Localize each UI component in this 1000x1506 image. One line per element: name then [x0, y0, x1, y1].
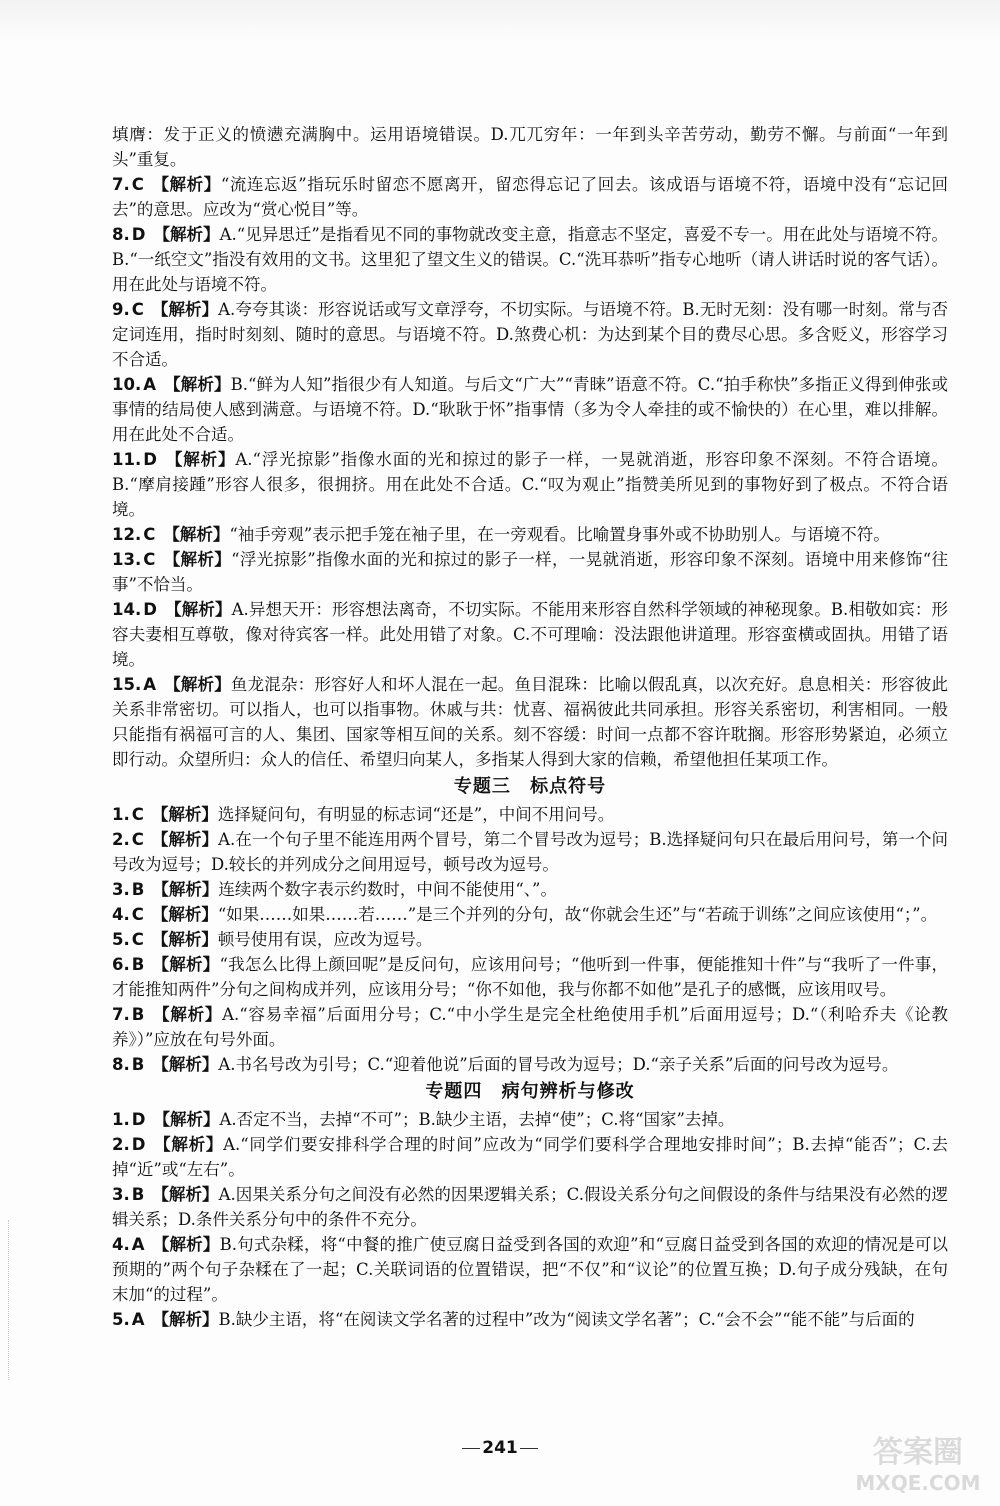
item-text: “我怎么比得上颜回呢”是反问句，应该用问号；“他听到一件事，便能推知十件”与“我听了一件事，才能推知两件”分句之间构成并列，应该用分号；“你不如他，我与你都不如他”是孔子的感慨，应该用叹号。: [112, 955, 948, 999]
item-analysis-tag: 【解析】: [151, 175, 221, 194]
item-answer: A: [143, 375, 157, 394]
item-answer: B: [131, 880, 145, 899]
item-answer: C: [131, 830, 144, 849]
item-answer: C: [131, 930, 144, 949]
item-number: 5.: [112, 1310, 130, 1329]
item-analysis-tag: 【解析】: [164, 375, 231, 394]
answer-item: [112, 222, 948, 297]
answer-item: [112, 952, 948, 1002]
item-number: 9.: [112, 300, 130, 319]
item-answer: B: [131, 1005, 145, 1024]
item-text: A.因果关系分句之间没有必然的因果逻辑关系；C.假设关系分句之间假设的条件与结果没有必然的逻辑关系；D.条件关系分句中的条件不充分。: [112, 1185, 949, 1229]
item-number: 4.: [112, 905, 130, 924]
answer-item: [112, 1307, 948, 1332]
idiom-answers: [112, 172, 948, 772]
item-analysis-tag: 【解析】: [164, 675, 231, 694]
item-answer: D: [143, 450, 157, 469]
answer-item: [112, 827, 948, 877]
item-analysis-tag: 【解析】: [151, 905, 218, 924]
item-number: 1.: [112, 1110, 130, 1129]
item-answer: D: [131, 225, 146, 244]
item-analysis-tag: 【解析】: [151, 300, 219, 319]
answer-item: [112, 547, 948, 597]
item-text: B.缺少主语，将“在阅读文学名著的过程中”改为“阅读文学名著”；C.“会不会”“能不能”与后面的: [218, 1310, 915, 1329]
answer-item: [112, 522, 948, 547]
item-text: A.否定不当，去掉“不可”；B.缺少主语，去掉“使”；C.将“国家”去掉。: [219, 1110, 735, 1129]
item-text: 选择疑问句，有明显的标志词“还是”，中间不用问号。: [217, 805, 615, 824]
item-analysis-tag: 【解析】: [151, 830, 219, 849]
answer-item: [112, 927, 948, 952]
section-label: 专题三: [453, 776, 511, 797]
item-answer: C: [143, 525, 156, 544]
item-answer: C: [131, 300, 144, 319]
item-text: A.“容易幸福”后面用分号；C.“中小学生是完全杜绝使用手机”后面用逗号；D.“（利哈乔夫《论教养》）”应放在句号外面。: [112, 1005, 948, 1049]
scan-shade: [0, 0, 1000, 40]
item-analysis-tag: 【解析】: [153, 1110, 220, 1129]
item-number: 14.: [112, 600, 142, 619]
item-number: 6.: [112, 955, 130, 974]
page-number-dash: [520, 1448, 538, 1449]
answer-item: [112, 1132, 948, 1182]
item-analysis-tag: 【解析】: [152, 1310, 219, 1329]
item-analysis-tag: 【解析】: [164, 600, 232, 619]
answer-content: [112, 122, 948, 1332]
answer-item: [112, 597, 948, 672]
item-text: “袖手旁观”表示把手笼在袖子里，在一旁观看。比喻置身事外或不协助别人。与语境不符。: [229, 525, 890, 544]
item-analysis-tag: 【解析】: [153, 225, 220, 244]
item-text: B.“鲜为人知”指很少有人知道。与后文“广大”“青睐”语意不符。C.“拍手称快”多指正义得到伸张或事情的结局使人感到满意。与语境不符。D.“耿耿于怀”指事情（多为令人牵挂的或不愉快的）在心里，难以排解。用在此处不合适。: [112, 375, 948, 444]
item-text: A.在一个句子里不能连用两个冒号，第二个冒号改为逗号；B.选择疑问句只在最后用问号，第一个问号改为逗号；D.较长的并列成分之间用逗号，顿号改为逗号。: [112, 830, 949, 874]
item-number: 8.: [112, 1055, 130, 1074]
lead-paragraph: 填膺：发于正义的愤懑充满胸中。运用语境错误。D.兀兀穷年：一年到头辛苦劳动，勤劳不懈。与前面“一年到头”重复。: [112, 125, 948, 169]
answer-item: [112, 802, 948, 827]
watermark-logo: [848, 1428, 988, 1498]
item-analysis-tag: 【解析】: [151, 930, 218, 949]
item-text: B.句式杂糅，将“中餐的推广使豆腐日益受到各国的欢迎”和“豆腐日益受到各国的欢迎的情况是可以预期的”两个句子杂糅在了一起；C.关联词语的位置错误，把“不仅”和“议论”的位置互换；D.句子成分残缺，在句末加“的过程”。: [112, 1235, 949, 1304]
section-title-punctuation: [112, 773, 948, 801]
answer-item: [112, 1107, 948, 1132]
page-number-value: 241: [482, 1438, 518, 1458]
item-number: 15.: [112, 675, 142, 694]
answer-item: [112, 1232, 948, 1307]
item-answer: D: [131, 1135, 146, 1154]
item-text: 顿号使用有误，应改为逗号。: [217, 930, 433, 949]
item-number: 13.: [112, 550, 142, 569]
item-answer: C: [131, 905, 144, 924]
item-answer: B: [131, 955, 145, 974]
item-answer: B: [131, 1055, 145, 1074]
item-analysis-tag: 【解析】: [164, 450, 236, 469]
answer-item: [112, 902, 948, 927]
item-number: 7.: [112, 175, 130, 194]
item-answer: D: [143, 600, 157, 619]
item-analysis-tag: 【解析】: [163, 550, 232, 569]
item-number: 12.: [112, 525, 142, 544]
item-answer: C: [131, 175, 144, 194]
section-label: 专题四: [425, 1081, 483, 1102]
item-number: 8.: [112, 225, 130, 244]
section-title-sentences: [112, 1078, 948, 1106]
item-answer: A: [143, 675, 157, 694]
item-analysis-tag: 【解析】: [152, 1235, 220, 1254]
item-answer: A: [131, 1235, 145, 1254]
item-analysis-tag: 【解析】: [152, 1055, 219, 1074]
item-text: A.异想天开：形容想法离奇，不切实际。不能用来形容自然科学领域的神秘现象。B.相敬如宾：形容夫妻相互尊敬，像对待宾客一样。此处用错了对象。C.不可理喻：没法跟他讲道理。形容蛮横或固执。用错了语境。: [112, 600, 949, 669]
answer-item: [112, 297, 948, 372]
answer-item: [112, 372, 948, 447]
item-analysis-tag: 【解析】: [153, 1135, 224, 1154]
item-number: 10.: [112, 375, 142, 394]
item-text: A.“同学们要安排科学合理的时间”应改为“同学们要科学合理地安排时间”；B.去掉“能否”；C.去掉“近”或“左右”。: [112, 1135, 948, 1179]
answer-item: [112, 172, 948, 222]
answer-item: [112, 672, 948, 772]
item-text: 连续两个数字表示约数时，中间不能使用“、”。: [218, 880, 557, 899]
item-answer: C: [143, 550, 156, 569]
page-number-dash: [462, 1448, 480, 1449]
section-name: 病句辨析与修改: [501, 1081, 635, 1102]
sentence-answers: [112, 1107, 948, 1332]
item-number: 3.: [112, 880, 130, 899]
item-text: A.夸夸其谈：形容说话或写文章浮夸，不切实际。与语境不符。B.无时无刻：没有哪一时刻。常与否定词连用，指时时刻刻、随时的意思。与语境不符。D.煞费心机：为达到某个目的费尽心思。多含贬义，形容学习不合适。: [112, 300, 949, 369]
item-text: A.“浮光掠影”指像水面的光和掠过的影子一样，一晃就消逝，形容印象不深刻。不符合语境。B.“摩肩接踵”形容人很多，很拥挤。用在此处不合适。C.“叹为观止”指赞美所见到的事物好到了极点。不符合语境。: [112, 450, 949, 519]
answer-item: [112, 1182, 948, 1232]
scan-mark: [8, 1220, 15, 1380]
watermark-brand: 答案圈: [873, 1435, 963, 1470]
item-number: 4.: [112, 1235, 130, 1254]
item-number: 5.: [112, 930, 130, 949]
watermark-url: MXQE.COM: [855, 1471, 981, 1495]
item-number: 2.: [112, 830, 130, 849]
section-name: 标点符号: [530, 776, 607, 797]
item-number: 11.: [112, 450, 142, 469]
answer-item: [112, 1002, 948, 1052]
item-number: 7.: [112, 1005, 130, 1024]
item-number: 1.: [112, 805, 130, 824]
item-answer: D: [131, 1110, 146, 1129]
item-analysis-tag: 【解析】: [152, 1005, 223, 1024]
item-analysis-tag: 【解析】: [152, 955, 220, 974]
answer-item: [112, 447, 948, 522]
item-number: 3.: [112, 1185, 130, 1204]
item-number: 2.: [112, 1135, 130, 1154]
item-text: “流连忘返”指玩乐时留恋不愿离开，留恋得忘记了回去。该成语与语境不符，语境中没有“忘记回去”的意思。应改为“赏心悦目”等。: [112, 175, 948, 219]
item-answer: B: [131, 1185, 145, 1204]
item-text: “浮光掠影”指像水面的光和掠过的影子一样，一晃就消逝，形容印象不深刻。语境中用来修饰“往事”不恰当。: [112, 550, 949, 594]
item-text: 鱼龙混杂：形容好人和坏人混在一起。鱼目混珠：比喻以假乱真，以次充好。息息相关：形容彼此关系非常密切。可以指人，也可以指事物。休戚与共：忧喜、福祸彼此共同承担。形容关系密切，利害相同。一般只能指有祸福可言的人、集团、国家等相互间的关系。刻不容缓：时间一点都不容许耽搁。形容形势紧迫，必须立即行动。众望所归：众人的信任、希望归向某人，多指某人得到大家的信赖，希望他担任某项工作。: [112, 675, 949, 769]
item-analysis-tag: 【解析】: [163, 525, 230, 544]
item-text: A.“见异思迁”是指看见不同的事物就改变主意，指意志不坚定，喜爱不专一。用在此处与语境不符。B.“一纸空文”指没有效用的文书。这里犯了望文生义的错误。C.“洗耳恭听”指专心地听（请人讲话时说的客气话）。用在此处与语境不符。: [112, 225, 949, 294]
item-answer: A: [131, 1310, 145, 1329]
item-text: A.书名号改为引号；C.“迎着他说”后面的冒号改为逗号；D.“亲子关系”后面的问号改为逗号。: [218, 1055, 899, 1074]
answer-item: [112, 877, 948, 902]
item-text: “如果……如果……若……”是三个并列的分句，故“你就会生还”与“若疏于训练”之间应该使用“；”。: [217, 905, 938, 924]
punctuation-answers: [112, 802, 948, 1077]
item-analysis-tag: 【解析】: [151, 805, 218, 824]
answer-item: [112, 1052, 948, 1077]
item-analysis-tag: 【解析】: [152, 1185, 219, 1204]
item-answer: C: [131, 805, 144, 824]
item-analysis-tag: 【解析】: [152, 880, 219, 899]
